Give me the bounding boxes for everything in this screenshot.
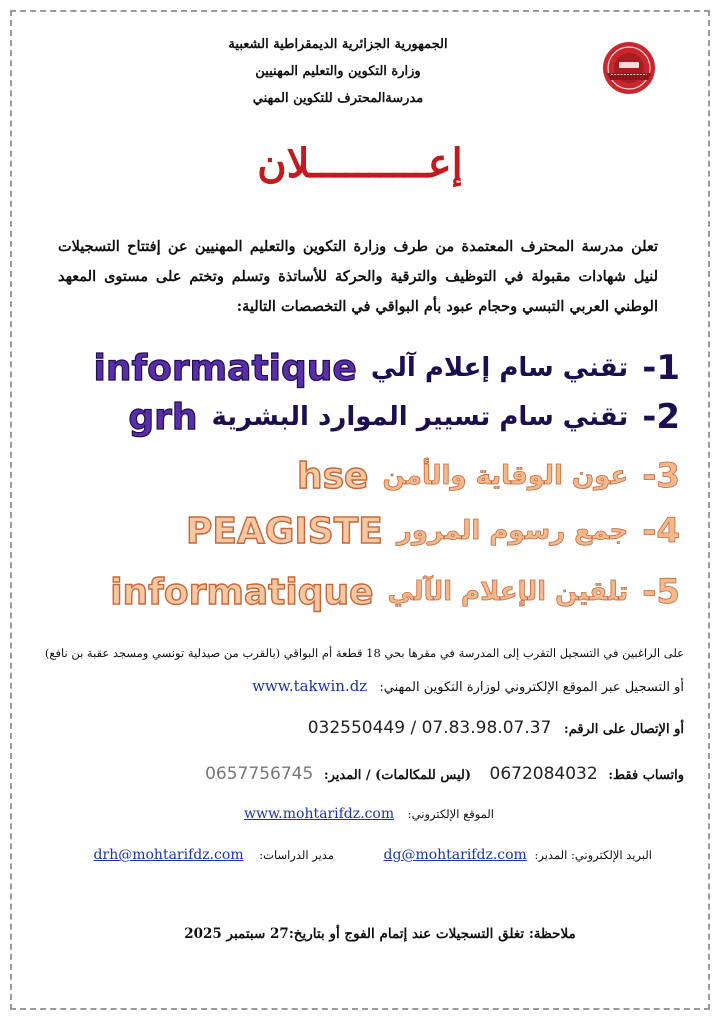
studies-email-link[interactable]: drh@mohtarifdz.com xyxy=(93,847,244,863)
studies-email-line xyxy=(94,847,334,863)
specialty-item xyxy=(40,503,680,559)
online-registration-label: أو التسجيل عبر الموقع الإلكتروني لوزارة التكوين المهني: xyxy=(379,680,684,695)
specialty-number: 1- xyxy=(642,348,680,388)
whatsapp-line xyxy=(205,764,684,784)
specialty-arabic-name: تلقين الإعلام الآلي xyxy=(387,577,629,607)
phone-line xyxy=(308,718,684,738)
whatsapp-label: واتساب فقط: xyxy=(608,768,684,783)
ministry-heading: وزارة التكوين والتعليم المهنيين xyxy=(255,64,421,79)
school-heading: مدرسةالمحترف للتكوين المهني xyxy=(252,91,424,106)
director-email-line xyxy=(384,847,652,863)
specialty-latin-name: PEAGISTE xyxy=(186,510,383,552)
studies-label: مدير الدراسات: xyxy=(259,848,334,862)
phone-numbers: 032550449 / 07.83.98.07.37 xyxy=(307,718,552,738)
specialty-latin-name: informatique xyxy=(110,571,374,613)
website-line xyxy=(244,806,494,822)
takwin-link[interactable]: www.takwin.dz xyxy=(252,677,368,695)
specialty-latin-name: informatique xyxy=(93,347,357,389)
specialty-number: 5- xyxy=(642,572,680,612)
director-email-link[interactable]: dg@mohtarifdz.com xyxy=(383,847,527,863)
online-registration-line xyxy=(252,677,684,695)
specialty-latin-name: grh xyxy=(128,396,198,438)
specialty-number: 4- xyxy=(642,511,680,551)
address-line: على الراغبين في التسجيل التقرب إلى المدرسة في مقرها بحي 18 قطعة أم البواقي (بالقرب من صيدلية تونسي ومسجد عقبة بن نافع) xyxy=(44,646,684,660)
whatsapp-number: 0672084032 xyxy=(489,764,598,784)
specialty-arabic-name: تقني سام تسيير الموارد البشرية xyxy=(211,402,629,432)
republic-heading: الجمهورية الجزائرية الديمقراطية الشعبية xyxy=(228,37,448,52)
specialty-item xyxy=(40,564,680,620)
specialty-arabic-name: عون الوقاية والأمن xyxy=(382,461,629,491)
specialty-arabic-name: تقني سام إعلام آلي xyxy=(370,353,629,383)
website-link[interactable]: www.mohtarifdz.com xyxy=(244,806,395,822)
phone-label: أو الإتصال على الرقم: xyxy=(563,722,684,737)
specialty-item xyxy=(40,340,680,396)
specialty-number: 2- xyxy=(642,397,680,437)
announcement-title: إعــــــــــلان xyxy=(257,140,463,187)
specialty-item xyxy=(40,389,680,445)
specialty-arabic-name: جمع رسوم المرور xyxy=(396,516,629,546)
email-label: البريد الإلكتروني: المدير: xyxy=(534,848,652,862)
specialty-item xyxy=(40,448,680,504)
official-seal-logo xyxy=(601,40,657,96)
specialty-number: 3- xyxy=(642,456,680,496)
whatsapp-note: (ليس للمكالمات) / المدير: xyxy=(323,768,471,783)
specialty-latin-name: hse xyxy=(296,455,369,497)
director-phone: 0657756745 xyxy=(205,764,314,784)
website-label: الموقع الإلكتروني: xyxy=(407,807,494,821)
intro-paragraph: تعلن مدرسة المحترف المعتمدة من طرف وزارة التكوين والتعليم المهنيين عن إفتتاح التسجيلات لنيل شهادات مقبولة في التوظيف والترقية والحركة للأساتذة وتسلم وتختم على مستوى المعهد الوطني العربي التبسي وحجام عبود بأم البواقي في التخصصات التالية: xyxy=(58,238,658,315)
closing-note: ملاحظة: تغلق التسجيلات عند إتمام الفوج أو بتاريخ:27 سبتمبر 2025 xyxy=(184,926,576,942)
